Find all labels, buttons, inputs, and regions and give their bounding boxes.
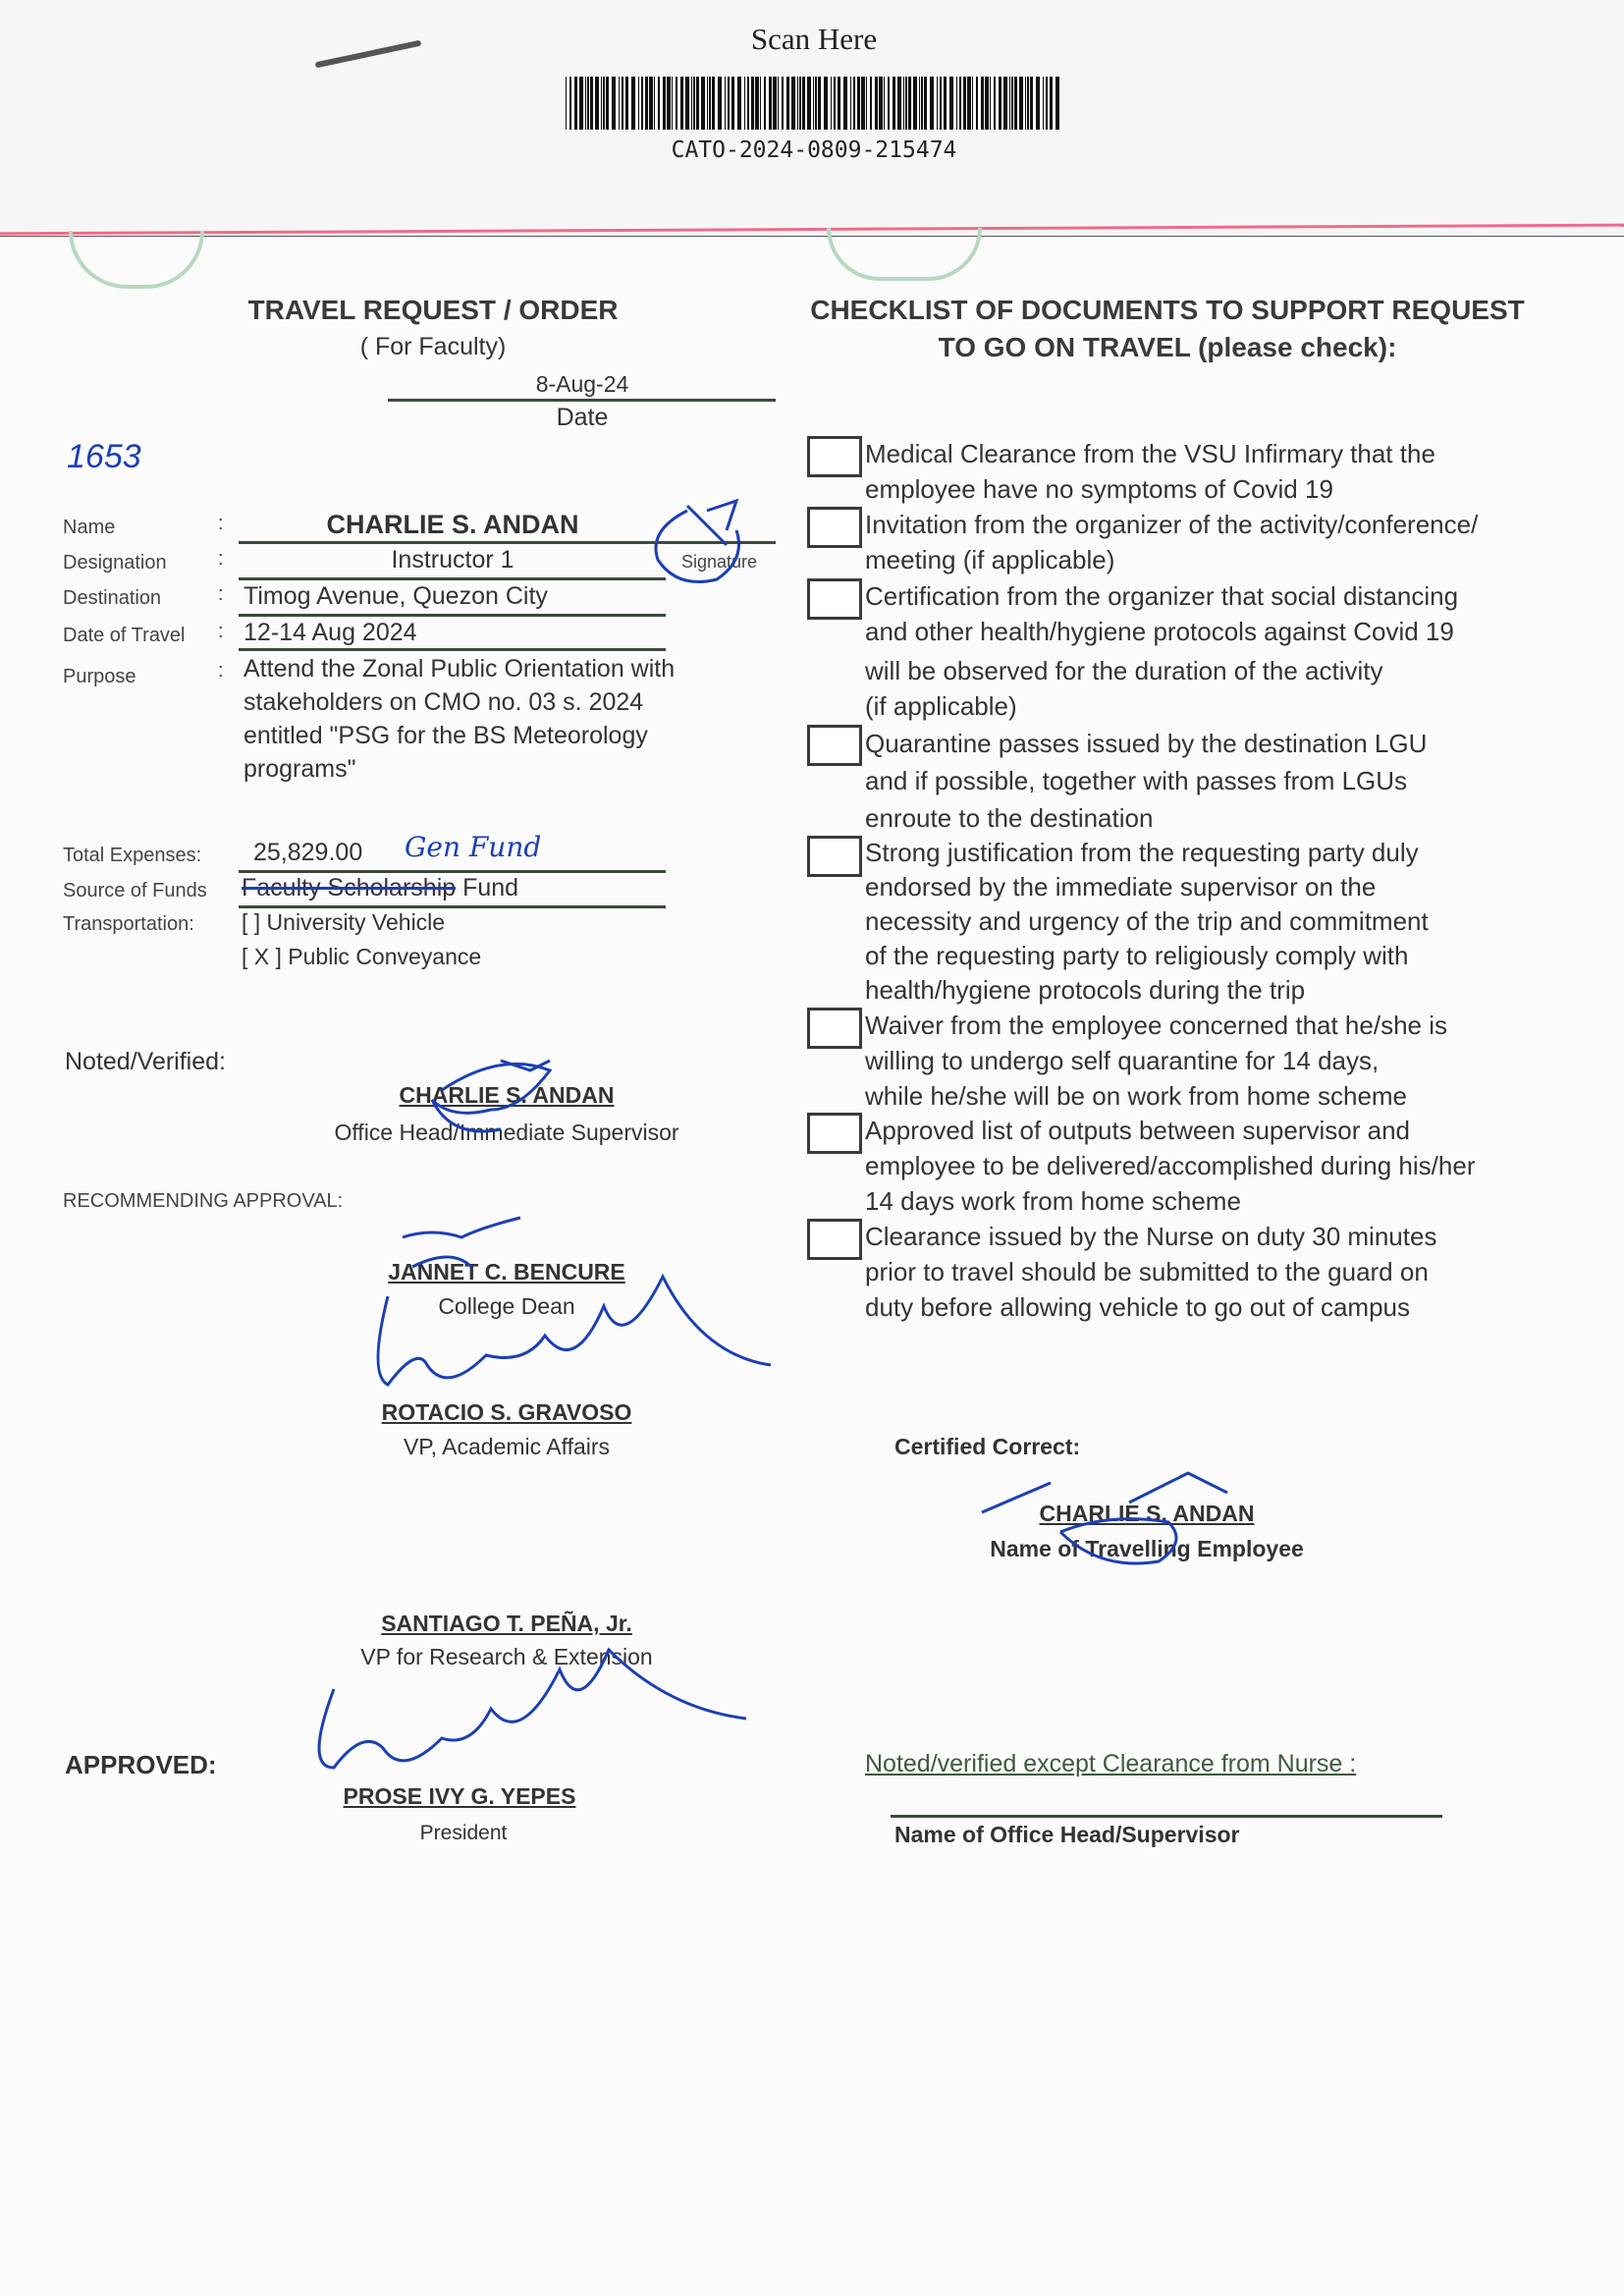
item-line: and other health/hygiene protocols against Covid 19: [865, 617, 1454, 646]
vpaa-name: ROTACIO S. GRAVOSO: [381, 1399, 632, 1425]
signature-traveller: [982, 1473, 1227, 1563]
item-line: health/hygiene protocols during the trip: [865, 975, 1306, 1005]
name-label: Name: [63, 517, 116, 538]
item-line: willing to undergo self quarantine for 14 days,: [865, 1046, 1380, 1075]
date-of-travel-value: 12-14 Aug 2024: [244, 619, 417, 646]
certified-correct-label: Certified Correct:: [894, 1434, 1081, 1459]
handwritten-fund-note: Gen Fund: [405, 831, 542, 863]
item-line: Approved list of outputs between supervisor and: [865, 1116, 1411, 1145]
colon: :: [218, 513, 224, 534]
date-of-travel-label: Date of Travel: [63, 625, 186, 646]
item-line: 14 days work from home scheme: [865, 1186, 1241, 1216]
signature-president: [319, 1650, 746, 1768]
designation-label: Designation: [63, 552, 167, 574]
vpre-role: VP for Research & Extension: [360, 1644, 653, 1669]
struck-fund: Faculty Scholarship: [242, 874, 457, 902]
handwritten-number: 1653: [67, 438, 141, 475]
signature-supervisor: [432, 1061, 550, 1131]
item-line: Quarantine passes issued by the destination LGU: [865, 729, 1428, 758]
item-line: Strong justification from the requesting party duly: [865, 838, 1419, 867]
item-line: Clearance issued by the Nurse on duty 30 minutes: [865, 1222, 1437, 1251]
item-line: of the requesting party to religiously comply with: [865, 941, 1409, 970]
form-title: TRAVEL REQUEST / ORDER: [247, 295, 619, 325]
barcode-number: CATO-2024-0809-215474: [671, 137, 957, 163]
item-line: necessity and urgency of the trip and commitment: [865, 906, 1429, 936]
colon: :: [218, 548, 224, 570]
office-head-label: Name of Office Head/Supervisor: [894, 1822, 1240, 1847]
noted-verified-label: Noted/Verified:: [65, 1048, 226, 1075]
item-line: prior to travel should be submitted to the guard on: [865, 1257, 1429, 1286]
purpose-line: programs": [244, 755, 356, 783]
name-value: CHARLIE S. ANDAN: [326, 510, 579, 539]
dean-name: JANNET C. BENCURE: [388, 1259, 625, 1285]
signature-applicant: [656, 501, 739, 582]
item-line: Medical Clearance from the VSU Infirmary that the: [865, 439, 1435, 468]
checklist-title: TO GO ON TRAVEL (please check):: [938, 332, 1397, 362]
vpre-name: SANTIAGO T. PEÑA, Jr.: [381, 1611, 632, 1636]
transportation-label: Transportation:: [63, 913, 194, 935]
traveller-name: CHARLIE S. ANDAN: [1039, 1501, 1255, 1526]
source-of-funds-label: Source of Funds: [63, 880, 207, 902]
colon: :: [218, 583, 224, 605]
date-label: Date: [556, 404, 609, 431]
item-line: Invitation from the organizer of the activity/conference/: [865, 510, 1479, 539]
item-line: endorsed by the immediate supervisor on the: [865, 872, 1377, 902]
supervisor-role: Office Head/Immediate Supervisor: [334, 1120, 679, 1145]
signature-label: Signature: [681, 552, 758, 572]
president-role: President: [419, 1822, 508, 1844]
item-line: while he/she will be on work from home scheme: [865, 1081, 1408, 1111]
supervisor-name: CHARLIE S. ANDAN: [399, 1082, 615, 1108]
dean-role: College Dean: [438, 1293, 575, 1319]
scan-here-label: Scan Here: [750, 22, 878, 56]
item-line: employee to be delivered/accomplished during his/her: [865, 1151, 1476, 1180]
purpose-line: stakeholders on CMO no. 03 s. 2024: [244, 688, 644, 716]
signature-vpaa: [378, 1277, 771, 1385]
colon: :: [218, 621, 224, 642]
total-expenses-value: 25,829.00: [253, 839, 363, 866]
item-line: Certification from the organizer that social distancing: [865, 581, 1459, 611]
checklist-title: CHECKLIST OF DOCUMENTS TO SUPPORT REQUEST: [810, 295, 1525, 325]
president-name: PROSE IVY G. YEPES: [343, 1783, 576, 1809]
item-line: and if possible, together with passes from LGUs: [865, 766, 1408, 795]
date-value: 8-Aug-24: [535, 371, 629, 397]
purpose-line: Attend the Zonal Public Orientation with: [244, 655, 676, 683]
purpose-line: entitled "PSG for the BS Meteorology: [244, 722, 648, 749]
noted-except-label: Noted/verified except Clearance from Nurse :: [865, 1750, 1357, 1777]
item-line: enroute to the destination: [865, 803, 1154, 833]
destination-value: Timog Avenue, Quezon City: [244, 582, 548, 610]
item-line: employee have no symptoms of Covid 19: [865, 474, 1333, 504]
fund-suffix: Fund: [456, 874, 519, 902]
total-expenses-label: Total Expenses:: [63, 845, 202, 866]
signature-dean: [403, 1218, 520, 1267]
destination-label: Destination: [63, 587, 162, 609]
transport-option-public-conveyance: [ X ] Public Conveyance: [242, 944, 482, 969]
designation-value: Instructor 1: [391, 546, 514, 574]
item-line: duty before allowing vehicle to go out of campus: [865, 1292, 1411, 1322]
form-subtitle: ( For Faculty): [359, 333, 507, 360]
item-line: (if applicable): [865, 691, 1017, 721]
item-line: meeting (if applicable): [865, 545, 1115, 574]
item-line: Waiver from the employee concerned that he/she is: [865, 1011, 1447, 1040]
item-line: will be observed for the duration of the activity: [865, 656, 1383, 685]
colon: :: [218, 660, 224, 682]
recommending-approval-label: RECOMMENDING APPROVAL:: [63, 1190, 344, 1212]
purpose-label: Purpose: [63, 666, 136, 687]
approved-label: APPROVED:: [65, 1750, 217, 1779]
transport-option-university-vehicle: [ ] University Vehicle: [242, 909, 446, 935]
traveller-role: Name of Travelling Employee: [990, 1536, 1304, 1561]
vpaa-role: VP, Academic Affairs: [403, 1434, 611, 1459]
